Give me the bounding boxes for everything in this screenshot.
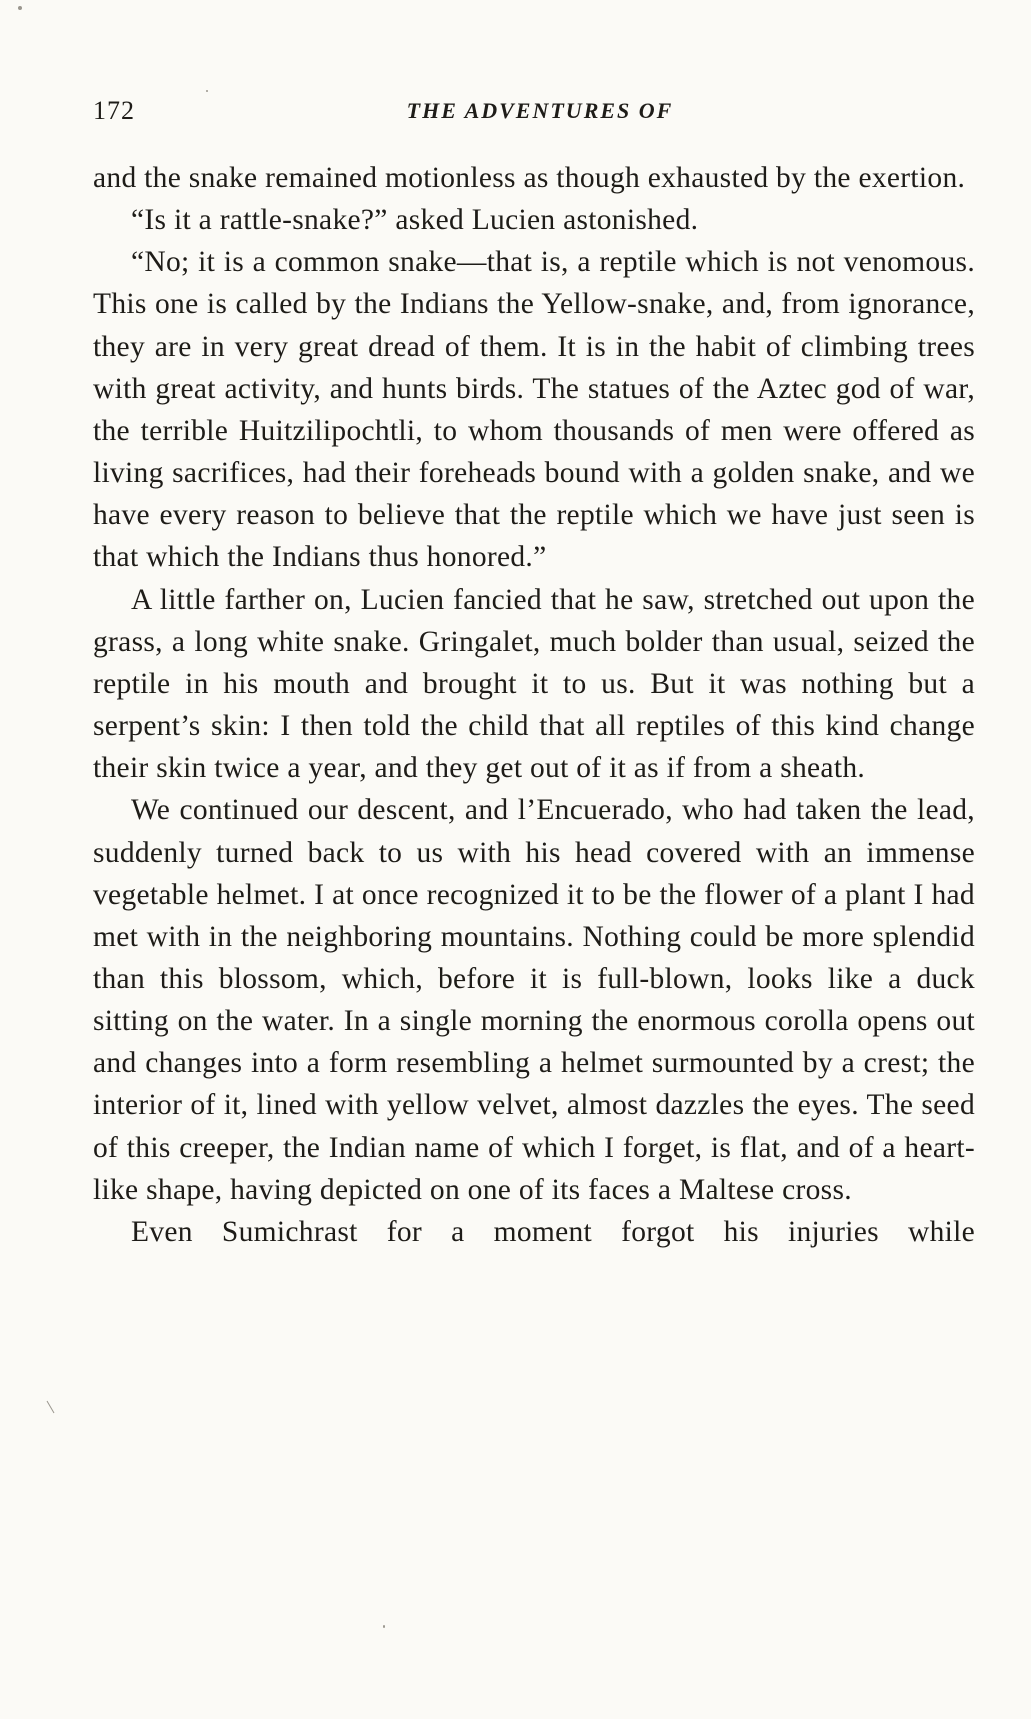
paragraph-snake-continued: and the snake remained motionless as though exhausted by the exertion. — [93, 162, 966, 194]
paragraph-vegetable-helmet: We continued our descent, and l’Encuerado, who had taken the lead, suddenly turned back to us with his head covered with an immense vegetable helmet. I at once recognized it to be the flower of a plant I had met with in the neighboring mountains. Nothing could be more splendid than this blossom, which, before it is full-blown, looks like a duck sitting on the water. In a single morning the enormous corolla opens out and changes into a form resembling a helmet surmounted by a crest; the interior of it, lined with yellow velvet, almost dazzles the eyes. The seed of this creeper, the Indian name of which I forget, is flat, and of a heart-like shape, having depicted on one of its faces a Maltese cross. — [93, 794, 975, 1206]
paragraph-sumichrast: Even Sumichrast for a moment forgot his injuries while — [131, 1215, 975, 1248]
body-text — [93, 157, 975, 1253]
paper-speck — [18, 6, 22, 10]
paper-speck — [206, 90, 208, 92]
running-title: THE ADVENTURES OF — [406, 98, 674, 123]
paragraph-serpent-skin: A little farther on, Lucien fancied that he saw, stretched out upon the grass, a long white snake. Gringalet, much bolder than usual, seized the reptile in his mouth and brought it to us. But it was nothing but a serpent’s skin: I then told the child that all reptiles of this kind change their skin twice a year, and they get out of it as if from a sheath. — [93, 583, 975, 785]
paper-speck — [47, 1401, 55, 1414]
running-head — [93, 96, 975, 130]
page-number: 172 — [93, 96, 135, 125]
paper-speck — [383, 1625, 385, 1628]
paragraph-yellow-snake: “No; it is a common snake—that is, a reptile which is not venomous. This one is called by the Indians the Yellow-snake, and, from ignorance, they are in very great dread of them. It is in the habit of climbing trees with great activity, and hunts birds. The statues of the Aztec god of war, the terrible Huitzilipochtli, to whom thousands of men were offered as living sacrifices, had their foreheads bound with a golden snake, and we have every reason to believe that the reptile which we have just seen is that which the Indians thus honored.” — [93, 246, 975, 574]
paragraph-rattle-snake-question: “Is it a rattle-snake?” asked Lucien astonished. — [131, 204, 699, 237]
